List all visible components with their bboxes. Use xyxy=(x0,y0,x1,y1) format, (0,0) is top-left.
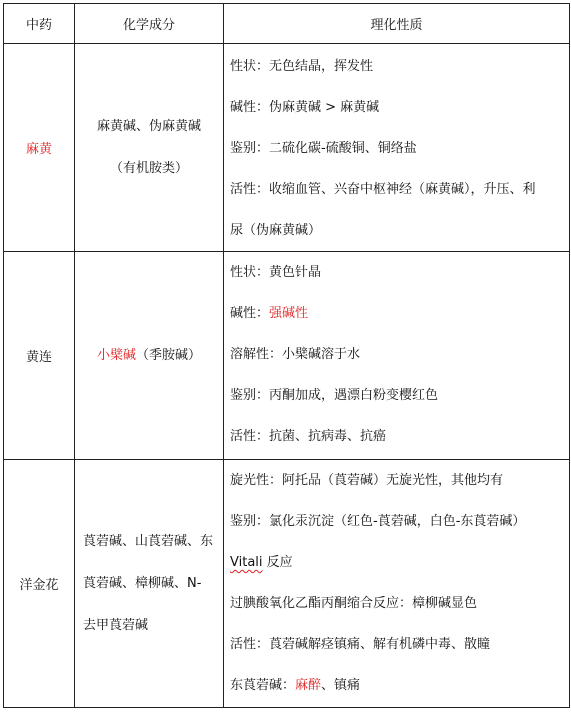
property-rest: 、镇痛 xyxy=(321,678,361,693)
component-line: 去甲莨菪碱 xyxy=(83,617,149,633)
components-cell xyxy=(75,460,224,708)
property-line: 性状：黄色针晶 xyxy=(230,265,322,280)
property-prefix: 东莨菪碱： xyxy=(230,678,296,693)
herb-name: 洋金花 xyxy=(4,460,75,708)
component-note: （季胺碱） xyxy=(136,347,202,363)
alkaloid-table xyxy=(3,3,570,708)
spellcheck-word: Vitali xyxy=(230,555,263,570)
header-row xyxy=(4,4,570,44)
header-properties: 理化性质 xyxy=(224,4,570,44)
component-line: （有机胺类） xyxy=(109,160,188,176)
property-line: 尿（伪麻黄碱） xyxy=(230,223,322,238)
table-row-mahuang xyxy=(4,44,570,252)
property-line: 鉴别：丙酮加成，遇漂白粉变樱红色 xyxy=(230,388,439,403)
property-line: 旋光性：阿托品（莨菪碱）无旋光性，其他均有 xyxy=(230,473,504,488)
components-cell xyxy=(75,252,224,460)
table-row-yangjinhua xyxy=(4,460,570,708)
property-line: 碱性：伪麻黄碱 > 麻黄碱 xyxy=(230,100,380,115)
properties-cell xyxy=(224,44,570,252)
table-row-huanglian xyxy=(4,252,570,460)
component-line: 莨菪碱、山莨菪碱、东 xyxy=(83,533,214,549)
herb-name: 麻黄 xyxy=(4,44,75,252)
header-herb: 中药 xyxy=(4,4,75,44)
property-line xyxy=(230,293,565,334)
property-line xyxy=(230,665,565,706)
component-highlight: 小檗碱 xyxy=(96,347,136,363)
property-line: 溶解性：小檗碱溶于水 xyxy=(230,347,361,362)
header-components: 化学成分 xyxy=(75,4,224,44)
property-prefix: 碱性： xyxy=(230,306,270,321)
property-line: 活性：抗菌、抗病毒、抗癌 xyxy=(230,429,387,444)
property-line: 性状：无色结晶，挥发性 xyxy=(230,59,374,74)
property-line xyxy=(230,542,565,583)
properties-cell xyxy=(224,460,570,708)
component-line: 麻黄碱、伪麻黄碱 xyxy=(96,118,201,134)
property-line: 鉴别：二硫化碳-硫酸铜、铜络盐 xyxy=(230,141,417,156)
property-rest: 反应 xyxy=(262,555,293,570)
properties-cell xyxy=(224,252,570,460)
property-line: 活性：莨菪碱解痉镇痛、解有机磷中毒、散瞳 xyxy=(230,637,491,652)
property-highlight: 麻醉 xyxy=(295,678,322,693)
property-line: 过腆酸氧化乙酯丙酮缩合反应：樟柳碱显色 xyxy=(230,596,478,611)
components-cell xyxy=(75,44,224,252)
property-line: 活性：收缩血管、兴奋中枢神经（麻黄碱），升压、利 xyxy=(230,182,536,197)
property-highlight: 强碱性 xyxy=(269,306,309,321)
component-line: 莨菪碱、樟柳碱、N- xyxy=(83,575,202,591)
property-line: 鉴别：氯化汞沉淀（红色-莨菪碱，白色-东莨菪碱） xyxy=(230,514,526,529)
herb-name: 黄连 xyxy=(4,252,75,460)
